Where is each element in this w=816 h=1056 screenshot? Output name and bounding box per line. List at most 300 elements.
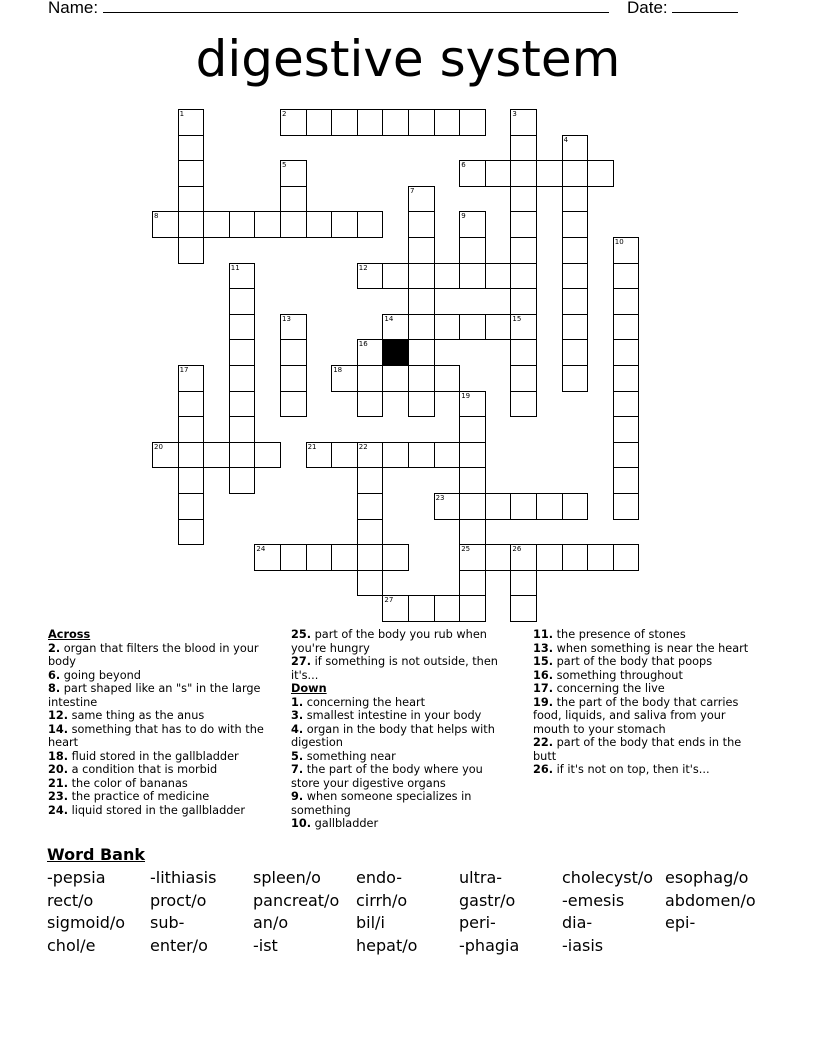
grid-cell[interactable]: [178, 135, 205, 162]
grid-cell[interactable]: [408, 595, 435, 622]
grid-cell[interactable]: [434, 365, 461, 392]
clue-number: 25: [461, 545, 471, 554]
grid-cell[interactable]: [229, 391, 256, 418]
grid-cell[interactable]: [178, 365, 205, 392]
clue-number-label: 10.: [291, 817, 312, 830]
grid-cell[interactable]: [510, 237, 537, 264]
grid-cell[interactable]: [408, 339, 435, 366]
grid-cell[interactable]: [280, 211, 307, 238]
grid-cell[interactable]: [280, 109, 307, 136]
clue-number-label: 25.: [291, 628, 312, 641]
grid-cell[interactable]: [331, 109, 358, 136]
grid-cell[interactable]: [357, 442, 384, 469]
clues-column-2: [291, 628, 513, 831]
clue-number-label: 16.: [533, 668, 554, 682]
grid-cell[interactable]: [408, 186, 435, 213]
across-clue: [291, 655, 513, 682]
grid-cell[interactable]: [510, 391, 537, 418]
word-bank-item: -ist: [253, 935, 278, 955]
clue-number-label: 12.: [48, 709, 69, 722]
grid-cell[interactable]: [357, 467, 384, 494]
grid-cell[interactable]: [280, 314, 307, 341]
clue-number-label: 13.: [533, 641, 554, 655]
grid-cell[interactable]: [229, 365, 256, 392]
clue-number-label: 3.: [291, 709, 304, 722]
grid-cell[interactable]: [408, 263, 435, 290]
grid-cell[interactable]: [562, 365, 589, 392]
grid-cell[interactable]: [280, 544, 307, 571]
clue-number-label: 21.: [48, 776, 69, 790]
grid-cell[interactable]: [382, 365, 409, 392]
grid-cell[interactable]: [229, 339, 256, 366]
word-bank-item: endo-: [356, 868, 402, 887]
grid-cell[interactable]: [178, 442, 205, 469]
clue-text: organ in the body that helps with digestion: [291, 722, 495, 749]
clue-text: something that has to do with the heart: [48, 722, 264, 749]
clue-number-label: 6.: [48, 668, 61, 682]
clue-number: 20: [154, 442, 163, 451]
grid-cell[interactable]: [357, 339, 384, 366]
grid-cell[interactable]: [485, 544, 512, 571]
word-bank-item: esophag/o: [665, 868, 749, 887]
clue-text: part of the body that ends in the butt: [533, 736, 742, 763]
grid-cell[interactable]: [434, 442, 461, 469]
grid-cell[interactable]: [459, 237, 486, 264]
grid-cell[interactable]: [459, 493, 486, 520]
clue-text: when someone specializes in something: [291, 790, 472, 817]
grid-cell[interactable]: [587, 544, 614, 571]
grid-cell[interactable]: [434, 109, 461, 136]
clue-number: 13: [282, 314, 291, 323]
grid-cell[interactable]: [510, 109, 537, 136]
clue-text: if something is not outside, then it's...: [291, 655, 498, 682]
clue-number-label: 17.: [533, 682, 554, 695]
clue-number: 26: [512, 545, 522, 554]
grid-cell[interactable]: [613, 544, 640, 571]
clue-text: something throughout: [553, 668, 683, 682]
clue-number-label: 24.: [48, 803, 69, 817]
grid-cell[interactable]: [459, 109, 486, 136]
grid-cell[interactable]: [459, 442, 486, 469]
word-bank-item: gastr/o: [459, 890, 516, 910]
clue-number: 4: [563, 135, 569, 144]
grid-cell[interactable]: [357, 544, 384, 571]
grid-cell[interactable]: [178, 109, 205, 136]
word-bank-item: rect/o: [47, 890, 94, 910]
word-bank-item: proct/o: [150, 890, 207, 910]
across-clue: [48, 790, 270, 804]
down-clue: [533, 736, 761, 763]
clue-text: smallest intestine in your body: [303, 709, 482, 722]
grid-cell[interactable]: [331, 211, 358, 238]
clue-text: the practice of medicine: [68, 790, 210, 803]
grid-cell[interactable]: [152, 442, 179, 469]
grid-cell[interactable]: [306, 109, 333, 136]
grid-cell[interactable]: [587, 160, 614, 187]
clue-text: concerning the live: [553, 682, 665, 695]
clue-number: 10: [614, 238, 624, 246]
grid-cell[interactable]: [434, 314, 461, 341]
clue-number-label: 1.: [291, 695, 304, 709]
word-bank-item: pancreat/o: [253, 890, 340, 910]
down-clue: [291, 750, 513, 764]
word-bank-item: -lithiasis: [150, 868, 217, 887]
grid-cell[interactable]: [229, 314, 256, 341]
across-clue: [48, 763, 270, 777]
grid-cell[interactable]: [510, 186, 537, 213]
clue-number-label: 7.: [291, 763, 304, 776]
down-list-1: [291, 696, 513, 831]
clue-number: 19: [461, 391, 471, 400]
word-bank-item: peri-: [459, 913, 496, 932]
clue-number-label: 14.: [48, 722, 69, 736]
grid-cell[interactable]: [459, 467, 486, 494]
grid-cell[interactable]: [485, 493, 512, 520]
grid-cell[interactable]: [229, 288, 256, 315]
grid-cell[interactable]: [459, 595, 486, 622]
grid-cell[interactable]: [382, 314, 409, 341]
across-clue: [48, 682, 270, 709]
across-clue: [48, 750, 270, 764]
word-bank-item: an/o: [253, 913, 289, 932]
grid-cell[interactable]: [357, 519, 384, 546]
clue-number: 6: [461, 161, 466, 170]
date-line[interactable]: [672, 0, 738, 13]
clue-number: 1: [179, 110, 185, 118]
down-clue: [291, 696, 513, 710]
grid-cell[interactable]: [306, 442, 333, 469]
clue-text: organ that filters the blood in your body: [48, 641, 259, 668]
across-clue: [48, 642, 270, 669]
across-clue: [48, 804, 270, 818]
clue-text: the part of the body where you store your digestive organs: [291, 763, 483, 790]
clue-number-label: 8.: [48, 682, 61, 695]
clue-number: 9: [461, 212, 466, 221]
across-clue: [48, 777, 270, 791]
across-clue: [48, 669, 270, 683]
clue-text: liquid stored in the gallbladder: [68, 803, 246, 817]
clue-number: 21: [307, 442, 317, 451]
grid-cell[interactable]: [485, 160, 512, 187]
clue-text: part of the body you rub when you're hungry: [291, 628, 487, 655]
word-bank-item: bil/i: [356, 913, 385, 932]
grid-cell[interactable]: [510, 288, 537, 315]
word-bank-item: enter/o: [150, 935, 208, 955]
grid-cell[interactable]: [408, 442, 435, 469]
grid-cell[interactable]: [280, 186, 307, 213]
clues-column-3: [533, 628, 761, 777]
black-cell: [382, 339, 409, 366]
grid-cell[interactable]: [510, 570, 537, 597]
grid-cell[interactable]: [408, 109, 435, 136]
down-clue: [291, 723, 513, 750]
down-clue: [533, 696, 761, 737]
grid-cell[interactable]: [459, 391, 486, 418]
name-field: [48, 0, 609, 18]
down-list-2: [533, 628, 761, 777]
clue-text: the color of bananas: [68, 776, 188, 790]
clue-number: 23: [435, 494, 445, 502]
grid-cell[interactable]: [510, 365, 537, 392]
grid-cell[interactable]: [613, 263, 640, 290]
grid-cell[interactable]: [382, 442, 409, 469]
down-clue: [291, 817, 513, 831]
grid-cell[interactable]: [434, 595, 461, 622]
grid-cell[interactable]: [613, 416, 640, 443]
grid-cell[interactable]: [357, 211, 384, 238]
down-clue: [533, 628, 761, 642]
grid-cell[interactable]: [178, 186, 205, 213]
grid-cell[interactable]: [613, 237, 640, 264]
grid-cell[interactable]: [229, 467, 256, 494]
grid-cell[interactable]: [562, 493, 589, 520]
grid-cell[interactable]: [613, 442, 640, 469]
grid-cell[interactable]: [408, 365, 435, 392]
grid-cell[interactable]: [510, 595, 537, 622]
grid-cell[interactable]: [459, 314, 486, 341]
grid-cell[interactable]: [280, 160, 307, 187]
grid-cell[interactable]: [357, 263, 384, 290]
grid-cell[interactable]: [254, 544, 281, 571]
clue-number: 17: [179, 366, 189, 374]
grid-cell[interactable]: [203, 442, 230, 469]
grid-cell[interactable]: [178, 467, 205, 494]
clue-text: same thing as the anus: [68, 709, 205, 722]
word-bank-item: abdomen/o: [665, 890, 756, 910]
across-clue: [48, 709, 270, 723]
down-clue: [533, 642, 761, 656]
clue-number-label: 11.: [533, 628, 554, 641]
grid-cell[interactable]: [408, 237, 435, 264]
clue-number: 27: [384, 596, 394, 605]
grid-cell[interactable]: [331, 365, 358, 392]
grid-cell[interactable]: [382, 109, 409, 136]
grid-cell[interactable]: [459, 544, 486, 571]
clue-text: the part of the body that carries food, liquids, and saliva from your mouth to your stomach: [533, 695, 739, 736]
grid-cell[interactable]: [613, 391, 640, 418]
clue-number: 2: [282, 110, 287, 118]
grid-cell[interactable]: [536, 544, 563, 571]
clue-number-label: 22.: [533, 736, 554, 749]
word-bank-item: cholecyst/o: [562, 868, 654, 887]
clue-number: 18: [333, 366, 343, 374]
clue-number-label: 18.: [48, 749, 69, 763]
grid-cell[interactable]: [178, 416, 205, 443]
across-list-1: [48, 642, 270, 818]
grid-cell[interactable]: [408, 391, 435, 418]
grid-cell[interactable]: [408, 211, 435, 238]
clue-number: 3: [512, 110, 517, 118]
clue-text: gallbladder: [311, 817, 379, 830]
grid-cell[interactable]: [434, 263, 461, 290]
clue-number: 11: [230, 263, 240, 272]
grid-cell[interactable]: [562, 211, 589, 238]
date-field: [627, 0, 738, 18]
grid-cell[interactable]: [306, 211, 333, 238]
word-bank-item: -phagia: [459, 935, 520, 955]
clue-number-label: 9.: [291, 790, 304, 803]
clue-text: concerning the heart: [303, 695, 426, 709]
across-heading: Across: [48, 628, 91, 641]
word-bank-item: cirrh/o: [356, 890, 408, 910]
grid-cell[interactable]: [562, 314, 589, 341]
grid-cell[interactable]: [613, 288, 640, 315]
grid-cell[interactable]: [562, 263, 589, 290]
grid-cell[interactable]: [536, 493, 563, 520]
grid-cell[interactable]: [459, 263, 486, 290]
clue-text: something near: [303, 749, 396, 763]
word-bank-item: sigmoid/o: [47, 913, 126, 932]
clue-number: 22: [358, 442, 368, 451]
clue-number: 15: [512, 314, 522, 323]
clue-number: 8: [154, 212, 159, 221]
word-bank-item: sub-: [150, 913, 185, 932]
down-clue: [533, 669, 761, 683]
word-bank-item: -iasis: [562, 935, 604, 955]
across-clue: [48, 723, 270, 750]
clue-number-label: 2.: [48, 641, 61, 655]
grid-cell[interactable]: [562, 237, 589, 264]
word-bank-item: -emesis: [562, 890, 625, 910]
grid-cell[interactable]: [408, 314, 435, 341]
down-clue: [291, 763, 513, 790]
grid-cell[interactable]: [254, 442, 281, 469]
clue-text: fluid stored in the gallbladder: [68, 749, 239, 763]
grid-cell[interactable]: [178, 519, 205, 546]
grid-cell[interactable]: [331, 544, 358, 571]
grid-cell[interactable]: [459, 416, 486, 443]
grid-cell[interactable]: [562, 135, 589, 162]
grid-cell[interactable]: [613, 365, 640, 392]
word-bank-item: epi-: [665, 913, 696, 932]
grid-cell[interactable]: [357, 570, 384, 597]
clue-number-label: 20.: [48, 763, 69, 776]
across-list-2: [291, 628, 513, 682]
clue-number: 24: [256, 545, 266, 554]
grid-cell[interactable]: [536, 160, 563, 187]
grid-cell[interactable]: [306, 544, 333, 571]
word-bank-item: -pepsia: [47, 868, 106, 887]
clue-number-label: 27.: [291, 655, 312, 668]
grid-cell[interactable]: [331, 442, 358, 469]
grid-cell[interactable]: [382, 544, 409, 571]
grid-cell[interactable]: [562, 160, 589, 187]
grid-cell[interactable]: [459, 160, 486, 187]
grid-cell[interactable]: [459, 519, 486, 546]
down-clue: [533, 682, 761, 696]
grid-cell[interactable]: [485, 314, 512, 341]
grid-cell[interactable]: [459, 570, 486, 597]
name-line[interactable]: [103, 0, 609, 13]
clue-text: the presence of stones: [553, 628, 686, 641]
word-bank-item: chol/e: [47, 935, 96, 955]
grid-cell[interactable]: [510, 211, 537, 238]
clue-number-label: 15.: [533, 655, 554, 668]
grid-cell[interactable]: [152, 211, 179, 238]
grid-cell[interactable]: [382, 263, 409, 290]
grid-cell[interactable]: [229, 442, 256, 469]
grid-cell[interactable]: [408, 288, 435, 315]
grid-cell[interactable]: [178, 211, 205, 238]
grid-cell[interactable]: [485, 263, 512, 290]
name-label: Name:: [48, 0, 99, 17]
grid-cell[interactable]: [562, 288, 589, 315]
word-bank-item: dia-: [562, 913, 593, 932]
grid-cell[interactable]: [178, 237, 205, 264]
grid-cell[interactable]: [229, 416, 256, 443]
grid-cell[interactable]: [357, 365, 384, 392]
grid-cell[interactable]: [178, 493, 205, 520]
word-bank-item: ultra-: [459, 868, 503, 887]
grid-cell[interactable]: [382, 595, 409, 622]
grid-cell[interactable]: [203, 211, 230, 238]
grid-cell[interactable]: [510, 544, 537, 571]
grid-cell[interactable]: [357, 391, 384, 418]
clue-text: going beyond: [60, 668, 141, 682]
grid-cell[interactable]: [280, 339, 307, 366]
grid-cell[interactable]: [357, 109, 384, 136]
grid-cell[interactable]: [254, 211, 281, 238]
clue-number: 12: [358, 263, 368, 272]
down-clue: [533, 763, 761, 777]
clue-number: 14: [384, 314, 394, 323]
grid-cell[interactable]: [280, 391, 307, 418]
grid-cell[interactable]: [434, 493, 461, 520]
grid-cell[interactable]: [229, 211, 256, 238]
clue-text: when something is near the heart: [553, 641, 749, 655]
page-title: digestive system: [195, 30, 621, 88]
grid-cell[interactable]: [229, 263, 256, 290]
word-bank-item: hepat/o: [356, 935, 418, 955]
grid-cell[interactable]: [459, 211, 486, 238]
grid-cell[interactable]: [613, 314, 640, 341]
down-heading: Down: [291, 682, 327, 695]
grid-cell[interactable]: [562, 544, 589, 571]
grid-cell[interactable]: [562, 339, 589, 366]
clue-text: a condition that is morbid: [68, 763, 218, 776]
clue-text: part of the body that poops: [553, 655, 713, 668]
clue-number-label: 4.: [291, 722, 304, 736]
clue-number-label: 5.: [291, 749, 304, 763]
grid-cell[interactable]: [562, 186, 589, 213]
grid-cell[interactable]: [613, 339, 640, 366]
grid-cell[interactable]: [510, 160, 537, 187]
clue-number-label: 26.: [533, 763, 554, 776]
clue-text: if it's not on top, then it's...: [553, 763, 710, 776]
clue-number-label: 19.: [533, 695, 554, 709]
grid-cell[interactable]: [357, 493, 384, 520]
grid-cell[interactable]: [280, 365, 307, 392]
grid-cell[interactable]: [178, 391, 205, 418]
grid-cell[interactable]: [510, 314, 537, 341]
clue-number: 5: [282, 161, 287, 170]
clues-column-1: [48, 628, 270, 817]
grid-cell[interactable]: [178, 160, 205, 187]
grid-cell[interactable]: [510, 263, 537, 290]
word-bank-item: spleen/o: [253, 868, 321, 887]
grid-cell[interactable]: [613, 467, 640, 494]
clue-text: part shaped like an "s" in the large intestine: [48, 682, 261, 709]
grid-cell[interactable]: [510, 493, 537, 520]
grid-cell[interactable]: [510, 339, 537, 366]
clue-number-label: 23.: [48, 790, 69, 803]
clue-number: 16: [358, 340, 368, 349]
across-clue: [291, 628, 513, 655]
grid-cell[interactable]: [510, 135, 537, 162]
down-clue: [291, 709, 513, 723]
down-clue: [291, 790, 513, 817]
grid-cell[interactable]: [613, 493, 640, 520]
